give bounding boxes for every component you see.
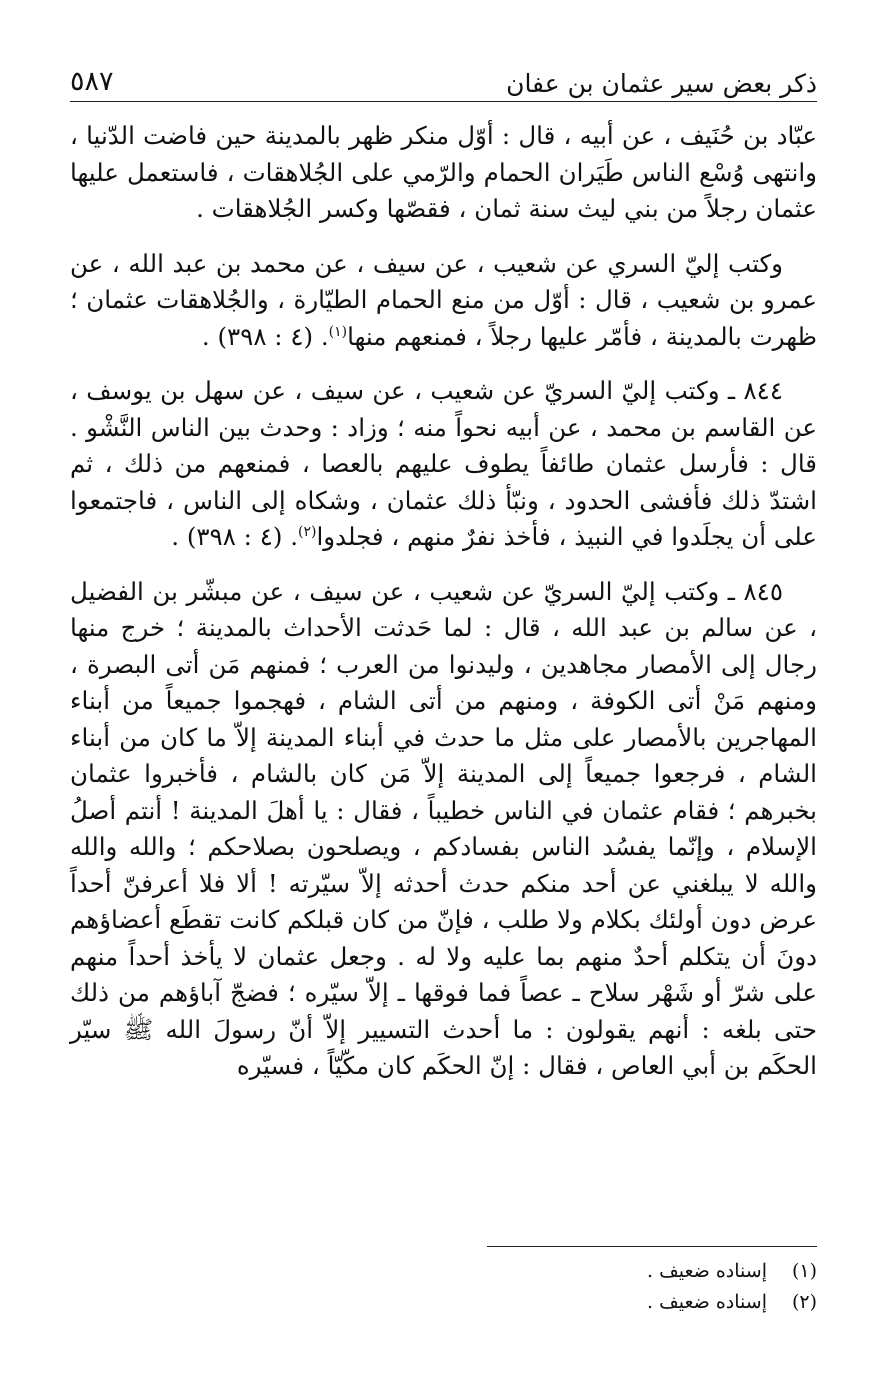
footnote-item	[70, 1256, 817, 1287]
page-number: ٥٨٧	[70, 66, 114, 98]
running-header	[70, 56, 817, 102]
footnote-ref-1[interactable]: (١)	[328, 323, 348, 340]
paragraph-text: عبّاد بن حُنَيف ، عن أبيه ، قال : أوّل منكر ظهر بالمدينة حين فاضت الدّنيا ، وانتهى وُسْع الناس طَيَران الحمام والرّمي على الجُلاهقات ، فاستعمل عليها عثمان رجلاً من بني ليث سنة ثمان ، فقصّها وكسر الجُلاهقات .	[70, 121, 817, 223]
paragraph-citation: . (٤ : ٣٩٨) .	[171, 522, 299, 551]
main-text	[70, 118, 817, 1103]
footnote-divider	[487, 1246, 817, 1247]
footnote-item	[70, 1287, 817, 1318]
paragraph-text: ٨٤٤ ـ وكتب إليّ السريّ عن شعيب ، عن سيف ، عن سهل بن يوسف ، عن القاسم بن محمد ، عن أبيه نحواً منه ؛ وزاد : وحدث بين الناس النَّشْو . قال : فأرسل عثمان طائفاً يطوف عليهم بالعصا ، فمنعهم من ذلك ، ثم اشتدّ ذلك فأفشى الحدود ، ونبّأ ذلك عثمان ، وشكاه إلى الناس ، فاجتمعوا على أن يجلَدوا في النبيذ ، فأخذ نفرٌ منهم ، فجلدوا	[70, 376, 817, 551]
footnote-number: (٢)	[791, 1291, 817, 1313]
paragraph-2	[70, 246, 817, 356]
footnotes	[70, 1256, 817, 1318]
paragraph-citation: . (٤ : ٣٩٨) .	[201, 321, 329, 351]
footnote-ref-2[interactable]: (٢)	[298, 523, 317, 540]
paragraph-text: ٨٤٥ ـ وكتب إليّ السريّ عن شعيب ، عن سيف ، عن مبشّر بن الفضيل ، عن سالم بن عبد الله ، قال : لما حَدثت الأحداث بالمدينة ؛ خرج منها رجال إلى الأمصار مجاهدين ، وليدنوا من العرب ؛ فمنهم مَن أتى البصرة ، ومنهم مَنْ أتى الكوفة ، ومنهم من أتى الشام ، فهجموا جميعاً من أبناء المهاجرين بالأمصار على مثل ما حدث في أبناء المدينة إلاّ ما كان من أبناء الشام ، فرجعوا جميعاً إلى المدينة إلاّ مَن كان بالشام ، فأخبروا عثمان بخبرهم ؛ فقام عثمان في الناس خطيباً ، فقال : يا أهلَ المدينة ! أنتم أصلُ الإسلام ، وإنّما يفسُد الناس بفسادكم ، ويصلحون بصلاحكم ؛ والله والله والله لا يبلغني عن أحد منكم حدث أحدثه إلاّ سيّرته ! ألا فلا أعرفنّ أحداً عرض دون أولئك بكلام ولا طلب ، فإنّ من كان قبلكم كانت تقطَع أعضاؤهم دونَ أن يتكلم أحدٌ منهم بما عليه ولا له . وجعل عثمان لا يأخذ أحداً منهم على شرّ أو شَهْر سلاح ـ عصاً فما فوقها ـ إلاّ سيّره ؛ فضجّ آباؤهم من ذلك حتى بلغه : أنهم يقولون : ما أحدث التسيير إلاّ أنّ رسولَ الله ﷺ سيّر الحكَم بن أبي العاص ، فقال : إنّ الحكَم كان مكّيّاً ، فسيّره	[70, 576, 817, 1080]
footnote-number: (١)	[791, 1260, 817, 1282]
paragraph-845	[70, 574, 817, 1085]
paragraph-1	[70, 118, 817, 228]
footnote-text: إسناده ضعيف .	[647, 1260, 767, 1282]
footnote-text: إسناده ضعيف .	[647, 1291, 767, 1313]
paragraph-text: وكتب إليّ السري عن شعيب ، عن سيف ، عن محمد بن عبد الله ، عن عمرو بن شعيب ، قال : أوّل من منع الحمام الطيّارة ، والجُلاهقات عثمان ؛ ظهرت بالمدينة ، فأمّر عليها رجلاً ، فمنعهم منها	[70, 248, 817, 351]
paragraph-844	[70, 373, 817, 556]
running-title: ذكر بعض سير عثمان بن عفان	[506, 68, 817, 98]
